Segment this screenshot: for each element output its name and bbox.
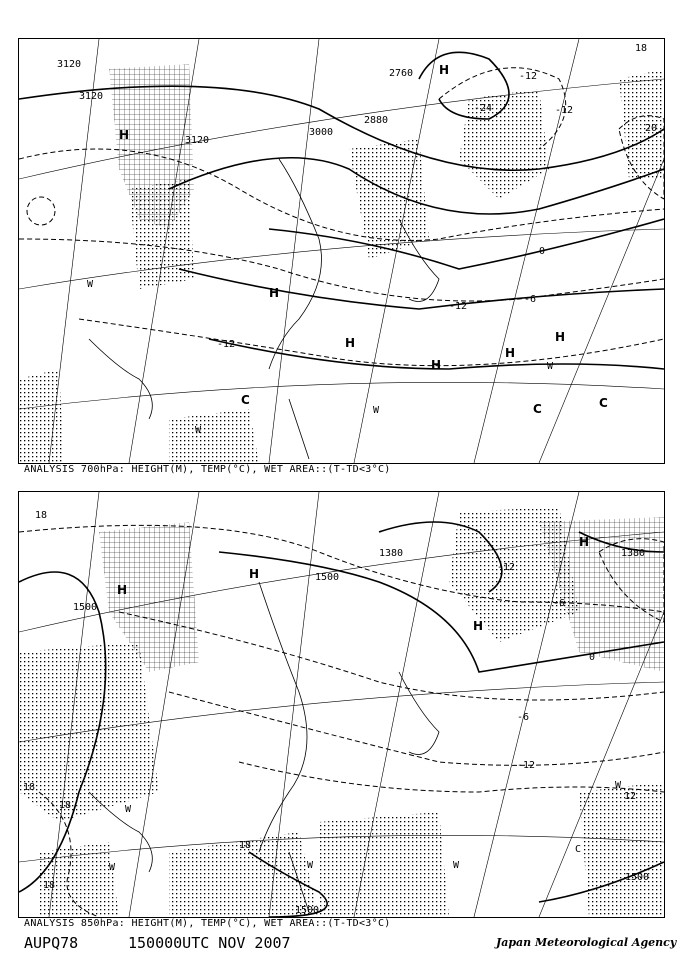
- height-label: 1500: [73, 602, 98, 613]
- warm-marker: W: [195, 425, 202, 436]
- warm-marker: W: [109, 862, 116, 873]
- warm-marker: W: [125, 804, 132, 815]
- high-pressure-marker: H: [473, 619, 484, 633]
- height-label: 3120: [79, 91, 104, 102]
- cold-marker: C: [533, 402, 542, 416]
- temp-label: -12: [519, 71, 538, 82]
- temp-label: 18: [635, 43, 648, 54]
- height-label: 1500: [625, 872, 650, 883]
- cold-marker: C: [241, 393, 250, 407]
- height-label: 1380: [621, 548, 646, 559]
- bulletin-code: AUPQ78: [24, 934, 79, 952]
- height-label: 3120: [185, 135, 210, 146]
- temp-label: -24: [474, 103, 493, 114]
- panel-700-caption: ANALYSIS 700hPa: HEIGHT(M), TEMP(°C), WET AREA::(T-TD<3°C): [24, 464, 391, 475]
- high-pressure-marker: H: [439, 63, 450, 77]
- temp-label: 18: [59, 800, 72, 811]
- temp-label: 18: [43, 880, 56, 891]
- cold-marker: C: [599, 396, 608, 410]
- temp-label: 18: [35, 510, 48, 521]
- warm-marker: W: [453, 860, 460, 871]
- high-pressure-marker: H: [555, 330, 566, 344]
- height-label: 2760: [389, 68, 414, 79]
- cold-marker: C: [575, 844, 582, 855]
- high-pressure-marker: H: [579, 535, 590, 549]
- agency-name: Japan Meteorological Agency: [496, 936, 677, 949]
- height-label: 1500: [295, 905, 320, 916]
- high-pressure-marker: H: [505, 346, 516, 360]
- temp-label: 0: [539, 246, 546, 257]
- panel-850-caption: ANALYSIS 850hPa: HEIGHT(M), TEMP(°C), WET AREA::(T-TD<3°C): [24, 918, 391, 929]
- high-pressure-marker: H: [249, 567, 260, 581]
- temp-label: 20: [645, 123, 658, 134]
- temp-label: 0: [589, 652, 596, 663]
- map-panel-700hpa: [18, 38, 665, 464]
- warm-marker: W: [547, 361, 554, 372]
- temp-label: -12: [517, 760, 536, 771]
- warm-marker: W: [87, 279, 94, 290]
- high-pressure-marker: H: [269, 286, 280, 300]
- high-pressure-marker: H: [119, 128, 130, 142]
- map-panel-850hpa: [18, 491, 665, 918]
- temp-label: -12: [555, 105, 574, 116]
- high-pressure-marker: H: [117, 583, 128, 597]
- warm-marker: W: [373, 405, 380, 416]
- temp-label: 18: [239, 840, 252, 851]
- warm-marker: W: [307, 860, 314, 871]
- high-pressure-marker: H: [345, 336, 356, 350]
- warm-marker: W: [615, 780, 622, 791]
- height-label: 2880: [364, 115, 389, 126]
- height-label: 1380: [379, 548, 404, 559]
- temp-label: -12: [217, 339, 236, 350]
- high-pressure-marker: H: [431, 358, 442, 372]
- temp-label: 12: [624, 791, 637, 802]
- temp-label: -12: [449, 301, 468, 312]
- temp-label: -12: [497, 562, 516, 573]
- temp-label: -6: [524, 294, 537, 305]
- height-label: 1500: [315, 572, 340, 583]
- height-label: 3120: [57, 59, 82, 70]
- height-label: 3000: [309, 127, 334, 138]
- temp-label: 18: [23, 782, 36, 793]
- analysis-timestamp: 150000UTC NOV 2007: [128, 934, 291, 952]
- temp-label: -6: [553, 598, 566, 609]
- temp-label: -6: [517, 712, 530, 723]
